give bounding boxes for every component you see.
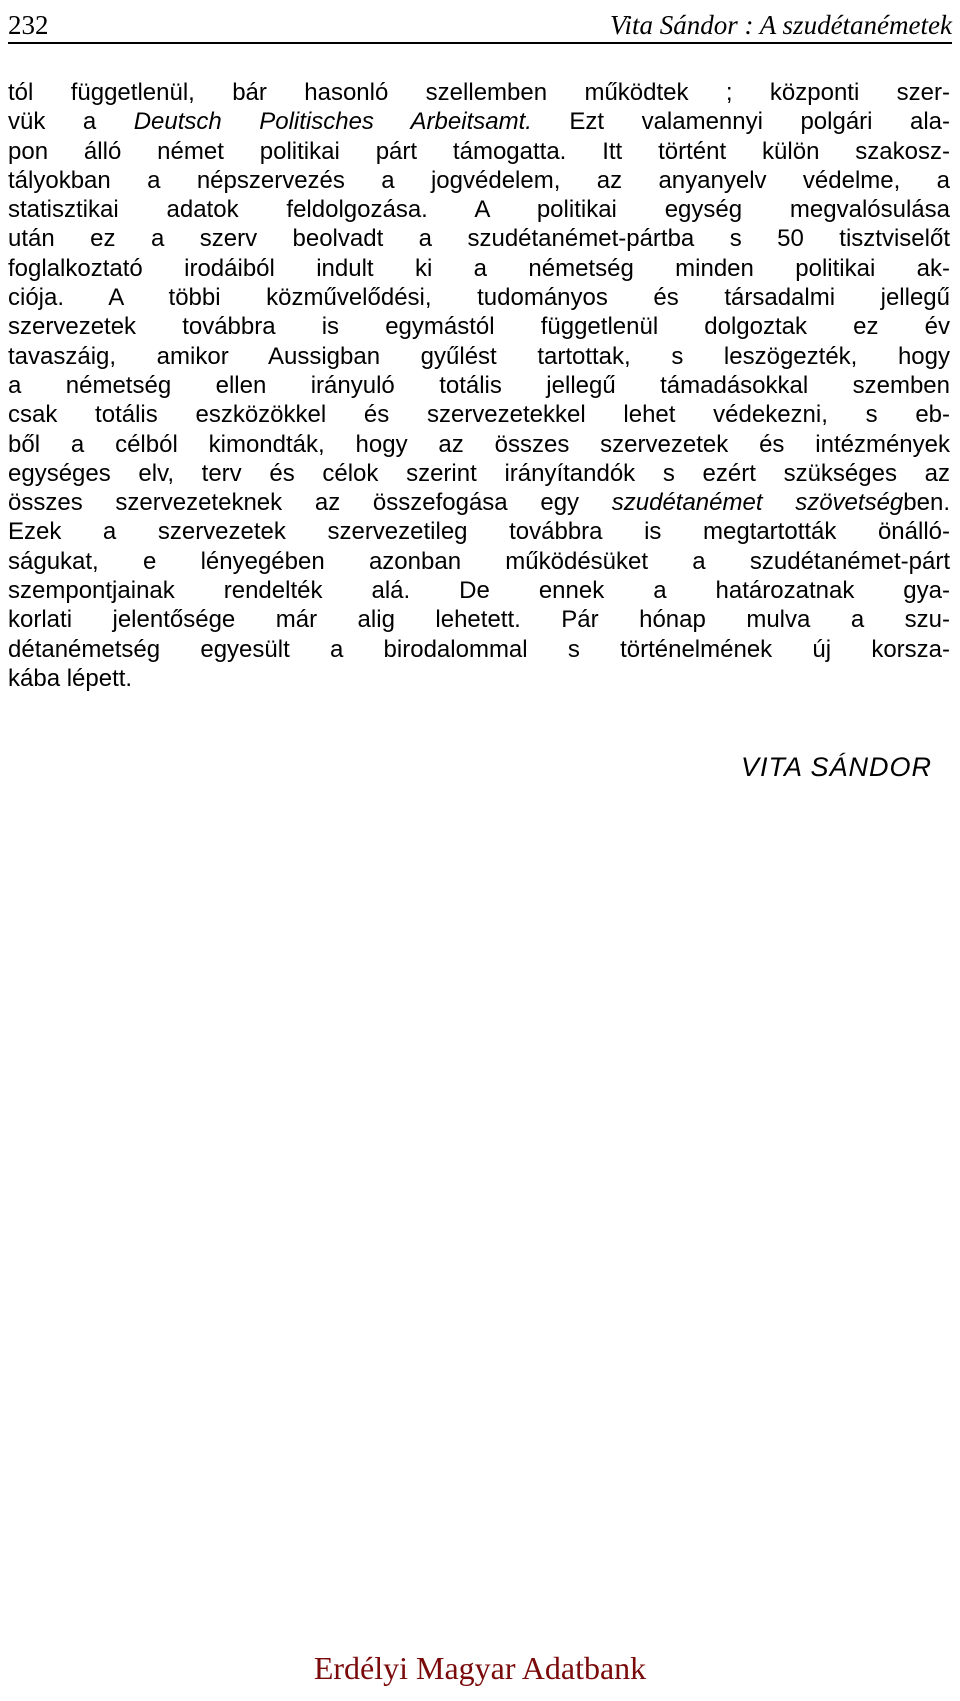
body-paragraph [8,78,950,693]
text-line [8,488,950,517]
author-signature: VITA SÁNDOR [740,752,932,782]
running-title: Vita Sándor : A szudétanémetek [610,10,952,40]
text-line: ságukat, e lényegében azonban működésüket a szudétanémet-párt [8,547,950,575]
text-line: szervezetek továbbra is egymástól függetlenül dolgoztak ez év [8,313,950,341]
text-line: korlati jelentősége már alig lehetett. Pár hónap mulva a szu- [8,606,950,634]
italic-phrase: szudétanémet szövetség [611,489,904,517]
text-line: után ez a szerv beolvadt a szudétanémet-pártba s 50 tisztviselőt [8,225,950,253]
text-line-start: összes szervezeteknek az összefogása egy [8,489,612,517]
text-line-rest: Ezt valamennyi polgári ala- [531,108,950,136]
text-line: Ezek a szervezetek szervezetileg továbbra is megtartották önálló- [8,518,950,546]
text-line: foglalkoztató irodáiból indult ki a németség minden politikai ak- [8,254,950,282]
text-line: ciója. A többi közművelődési, tudományos és társadalmi jellegű [8,284,950,312]
text-line-rest: ben. [903,489,950,517]
text-line: szempontjainak rendelték alá. De ennek a határozatnak gya- [8,577,950,605]
text-line: statisztikai adatok feldolgozása. A politikai egység megvalósulása [8,196,950,224]
text-line: ből a célból kimondták, hogy az összes szervezetek és intézmények [8,430,950,458]
text-line: kába lépett. [8,664,133,692]
running-head [8,6,952,40]
text-line: a németség ellen irányuló totális jellegű támadásokkal szemben [8,371,950,399]
text-line: tályokban a népszervezés a jogvédelem, az anyanyelv védelme, a [8,166,950,194]
text-line: détanémetség egyesült a birodalommal s történelmének új korsza- [8,635,950,663]
text-line: pon álló német politikai párt támogatta. Itt történt külön szakosz- [8,137,950,165]
text-line-start: vük a [8,108,134,136]
text-line: tavaszáig, amikor Aussigban gyűlést tartottak, s leszögezték, hogy [8,342,950,370]
page-number: 232 [8,10,49,40]
header-rule [8,42,952,44]
text-line: csak totális eszközökkel és szervezetekkel lehet védekezni, s eb- [8,401,950,429]
italic-phrase: Deutsch Politisches Arbeitsamt. [133,108,532,136]
footer-watermark: Erdélyi Magyar Adatbank [313,1650,647,1686]
text-line: tól függetlenül, bár hasonló szellemben működtek ; központi szer- [8,79,950,106]
text-line: egységes elv, terv és célok szerint irányítandók s ezért szükséges az [8,459,950,487]
text-line [8,107,950,136]
